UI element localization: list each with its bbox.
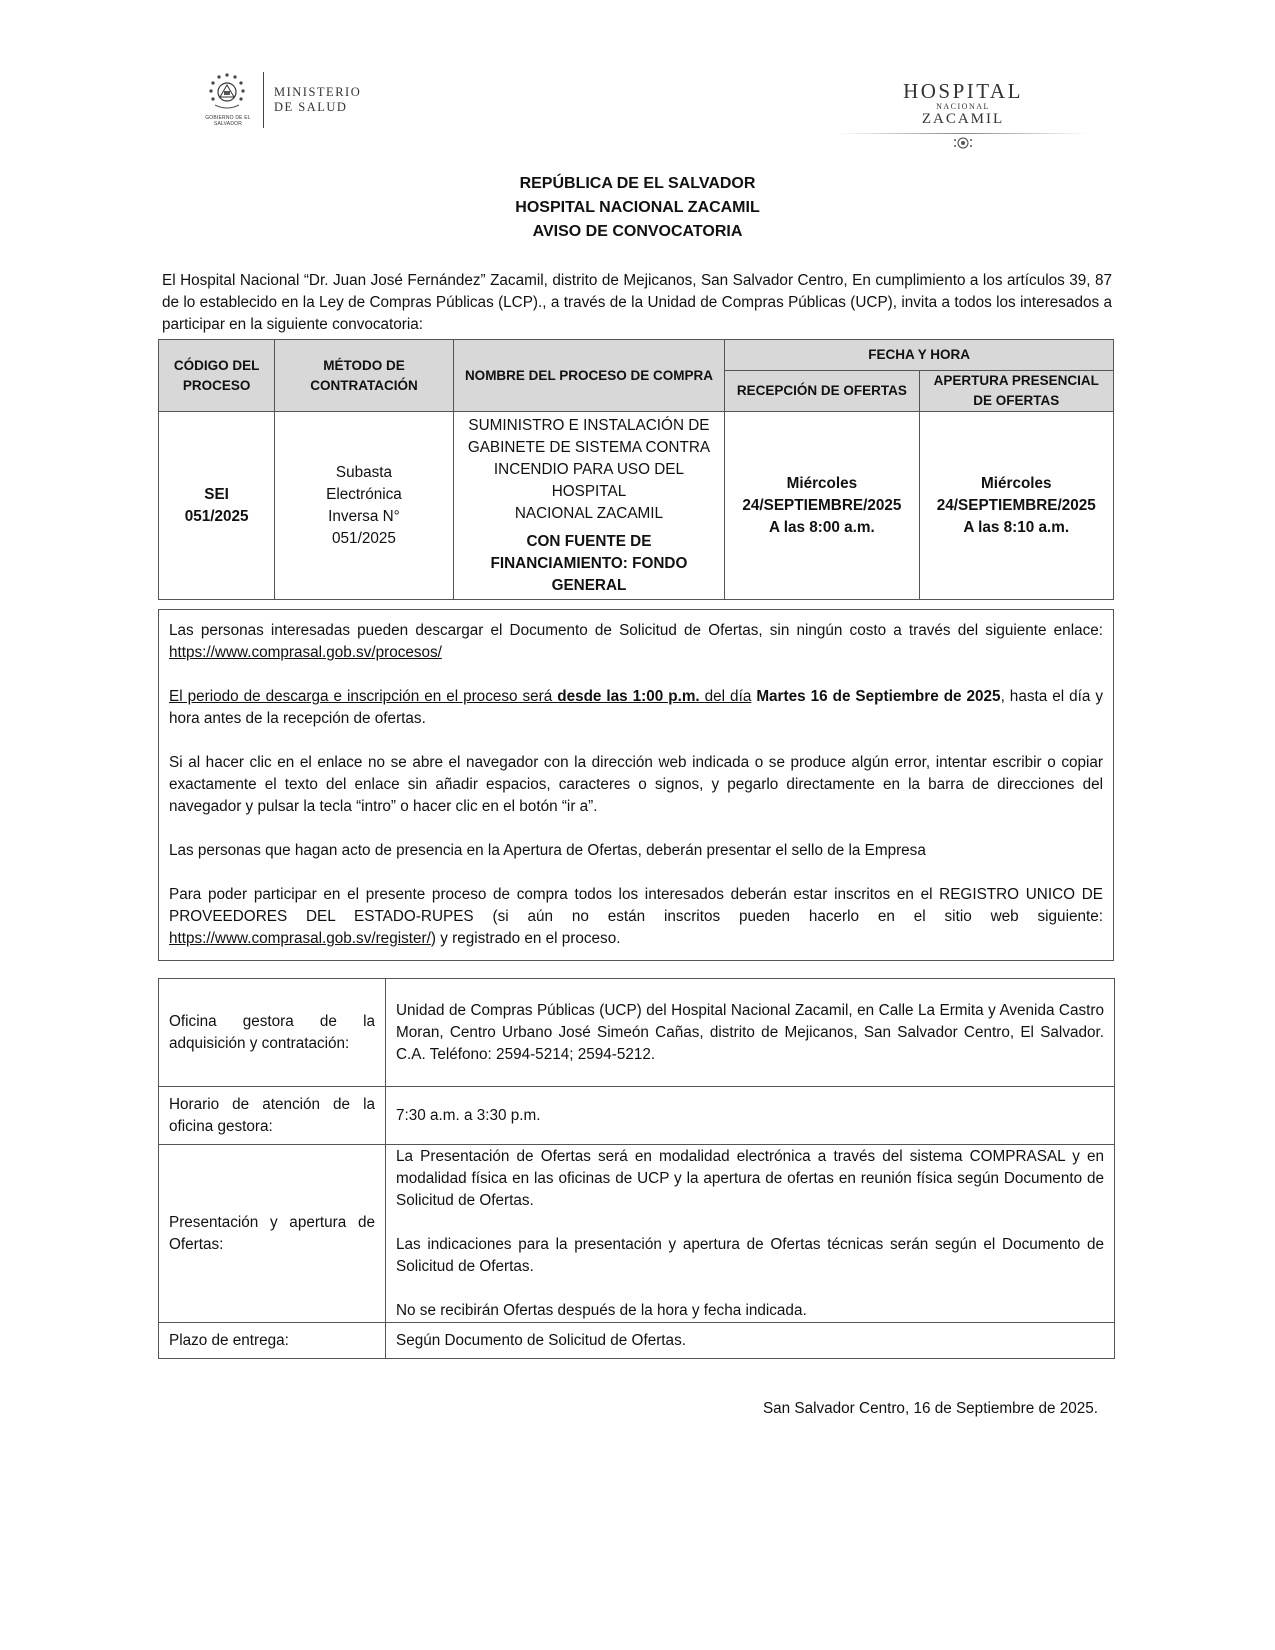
table-row — [159, 412, 1114, 600]
download-text: Las personas interesadas pueden descargar el Documento de Solicitud de Ofertas, sin ningún costo a través del siguiente enlace: — [169, 622, 1103, 639]
cell-apertura — [919, 412, 1113, 600]
presentacion-text-2: Las indicaciones para la presentación y apertura de Ofertas técnicas serán según el Documento de Solicitud de Ofertas. — [396, 1235, 1104, 1275]
codigo-line-2: 051/2025 — [184, 507, 249, 525]
cell-codigo — [159, 412, 275, 600]
financing-source: CON FUENTE DE FINANCIAMIENTO: FONDO GENERAL — [490, 532, 688, 594]
nombre-line-3: INCENDIO PARA USO DEL — [493, 460, 685, 478]
intro-paragraph: El Hospital Nacional “Dr. Juan José Fernández” Zacamil, distrito de Mejicanos, San Salvador Centro, En cumplimiento a los artículos 39, 87 de lo establecido en la Ley de Compras Públicas (LCP)., a través de la Unidad de Compras Públicas (UCP), invita a todos los interesados a participar en la siguiente convocatoria: — [162, 272, 1112, 333]
detail-label-presentacion: Presentación y apertura de Ofertas: — [159, 1145, 386, 1323]
nombre-line-1: SUMINISTRO E INSTALACIÓN DE — [468, 416, 710, 434]
cell-nombre — [453, 412, 724, 600]
metodo-line-2: Electrónica — [326, 485, 402, 503]
apertura-date: 24/SEPTIEMBRE/2025 — [936, 496, 1096, 514]
detail-value-horario: 7:30 a.m. a 3:30 p.m. — [386, 1087, 1115, 1145]
metodo-line-1: Subasta — [335, 463, 393, 481]
period-text-3: , hasta el día y hora antes de la recepción de ofertas. — [169, 688, 1103, 727]
hospital-zacamil-logo — [838, 80, 1088, 150]
detail-value-plazo: Según Documento de Solicitud de Ofertas. — [386, 1323, 1115, 1359]
period-start-date: Martes 16 de Septiembre de 2025 — [756, 688, 1001, 705]
detail-value-oficina: Unidad de Compras Públicas (UCP) del Hospital Nacional Zacamil, en Calle La Ermita y Avenida Castro Moran, Centro Urbano José Simeón Cañas, distrito de Mejicanos, San Salvador Centro, El Salvador. C.A. Teléfono: 2594-5214; 2594-5212. — [386, 979, 1115, 1087]
government-seal-icon — [205, 71, 249, 129]
nombre-line-5: NACIONAL ZACAMIL — [514, 504, 664, 522]
details-table — [158, 978, 1115, 1359]
detail-label-oficina: Oficina gestora de la adquisición y contratación: — [159, 979, 386, 1087]
nombre-line-4: HOSPITAL — [551, 482, 627, 500]
presentacion-text-1: La Presentación de Ofertas será en modalidad electrónica a través del sistema COMPRASAL y en modalidad física en las oficinas de UCP y la apertura de ofertas en reunión física según Documento de Solicitud de Ofertas. — [396, 1147, 1104, 1209]
rupes-text-end: ) y registrado en el proceso. — [430, 930, 621, 947]
presentacion-text-3: No se recibirán Ofertas después de la hora y fecha indicada. — [396, 1301, 807, 1319]
codigo-line-1: SEI — [204, 485, 229, 503]
table-row — [159, 1323, 1115, 1359]
nombre-line-2: GABINETE DE SISTEMA CONTRA — [467, 438, 711, 456]
hospital-logo-line-1: HOSPITAL — [903, 79, 1023, 103]
info-cell — [159, 610, 1114, 961]
hospital-logo-rule — [838, 133, 1088, 134]
hospital-logo-line-3: ZACAMIL — [921, 111, 1005, 127]
heading-country: REPÚBLICA DE EL SALVADOR — [519, 175, 756, 192]
recepcion-date: 24/SEPTIEMBRE/2025 — [742, 496, 902, 514]
header-apertura: APERTURA PRESENCIAL DE OFERTAS — [919, 371, 1113, 412]
ministry-line-2: DE SALUD — [274, 100, 348, 114]
seal-caption: GOBIERNO DE EL SALVADOR — [205, 115, 251, 127]
period-paragraph — [169, 686, 1103, 730]
period-start-time: desde las 1:00 p.m. — [557, 688, 700, 705]
hospital-emblem-icon — [952, 136, 974, 150]
ministry-line-1: MINISTERIO — [274, 85, 362, 99]
procesos-link[interactable]: https://www.comprasal.gob.sv/procesos/ — [169, 644, 442, 661]
header-metodo: MÉTODO DE CONTRATACIÓN — [275, 340, 454, 412]
detail-label-plazo: Plazo de entrega: — [159, 1323, 386, 1359]
cell-metodo — [275, 412, 454, 600]
link-help-paragraph: Si al hacer clic en el enlace no se abre el navegador con la dirección web indicada o se produce algún error, intentar escribir o copiar exactamente el texto del enlace sin añadir espacios, caracteres o signos, y pegarlo directamente en la barra de direcciones del navegador y pulsar la tecla “intro” o hacer clic en el botón “ir a”. — [169, 754, 1103, 815]
header-fecha-hora: FECHA Y HORA — [725, 340, 1114, 371]
ministry-name — [274, 85, 361, 115]
header-codigo: CÓDIGO DEL PROCESO — [159, 340, 275, 412]
table-row — [159, 1145, 1115, 1323]
metodo-line-4: 051/2025 — [332, 529, 396, 547]
info-box — [158, 609, 1114, 961]
process-table — [158, 339, 1114, 600]
rupes-paragraph — [169, 884, 1103, 950]
apertura-time: A las 8:10 a.m. — [963, 518, 1070, 536]
period-text-2: del día — [699, 688, 752, 705]
apertura-day: Miércoles — [981, 474, 1052, 492]
recepcion-time: A las 8:00 a.m. — [769, 518, 875, 536]
rupes-text: Para poder participar en el presente proceso de compra todos los interesados deberán estar inscritos en el REGISTRO UNICO DE PROVEEDORES DEL ESTADO-RUPES (si aún no están inscritos pueden hacerlo en el sitio web siguiente: — [169, 886, 1103, 925]
table-row — [159, 979, 1115, 1087]
document-heading — [0, 172, 1275, 244]
stamp-paragraph: Las personas que hagan acto de presencia en la Apertura de Ofertas, deberán presentar el sello de la Empresa — [169, 842, 926, 859]
metodo-line-3: Inversa N° — [328, 507, 400, 525]
detail-label-horario: Horario de atención de la oficina gestora: — [159, 1087, 386, 1145]
ministerio-salud-logo — [205, 68, 361, 132]
heading-notice: AVISO DE CONVOCATORIA — [532, 223, 743, 240]
period-text-1: El periodo de descarga e inscripción en el proceso será — [169, 688, 558, 705]
detail-value-presentacion — [386, 1145, 1115, 1323]
place-date: San Salvador Centro, 16 de Septiembre de 2025. — [762, 1400, 1098, 1417]
header-nombre: NOMBRE DEL PROCESO DE COMPRA — [453, 340, 724, 412]
logo-divider — [263, 72, 264, 128]
register-link[interactable]: https://www.comprasal.gob.sv/register/ — [169, 930, 431, 947]
download-paragraph — [169, 620, 1103, 664]
heading-hospital: HOSPITAL NACIONAL ZACAMIL — [515, 199, 760, 216]
hospital-logo-line-2: NACIONAL — [936, 102, 990, 111]
recepcion-day: Miércoles — [786, 474, 858, 492]
cell-recepcion — [725, 412, 919, 600]
table-row — [159, 1087, 1115, 1145]
header-recepcion: RECEPCIÓN DE OFERTAS — [725, 371, 919, 412]
